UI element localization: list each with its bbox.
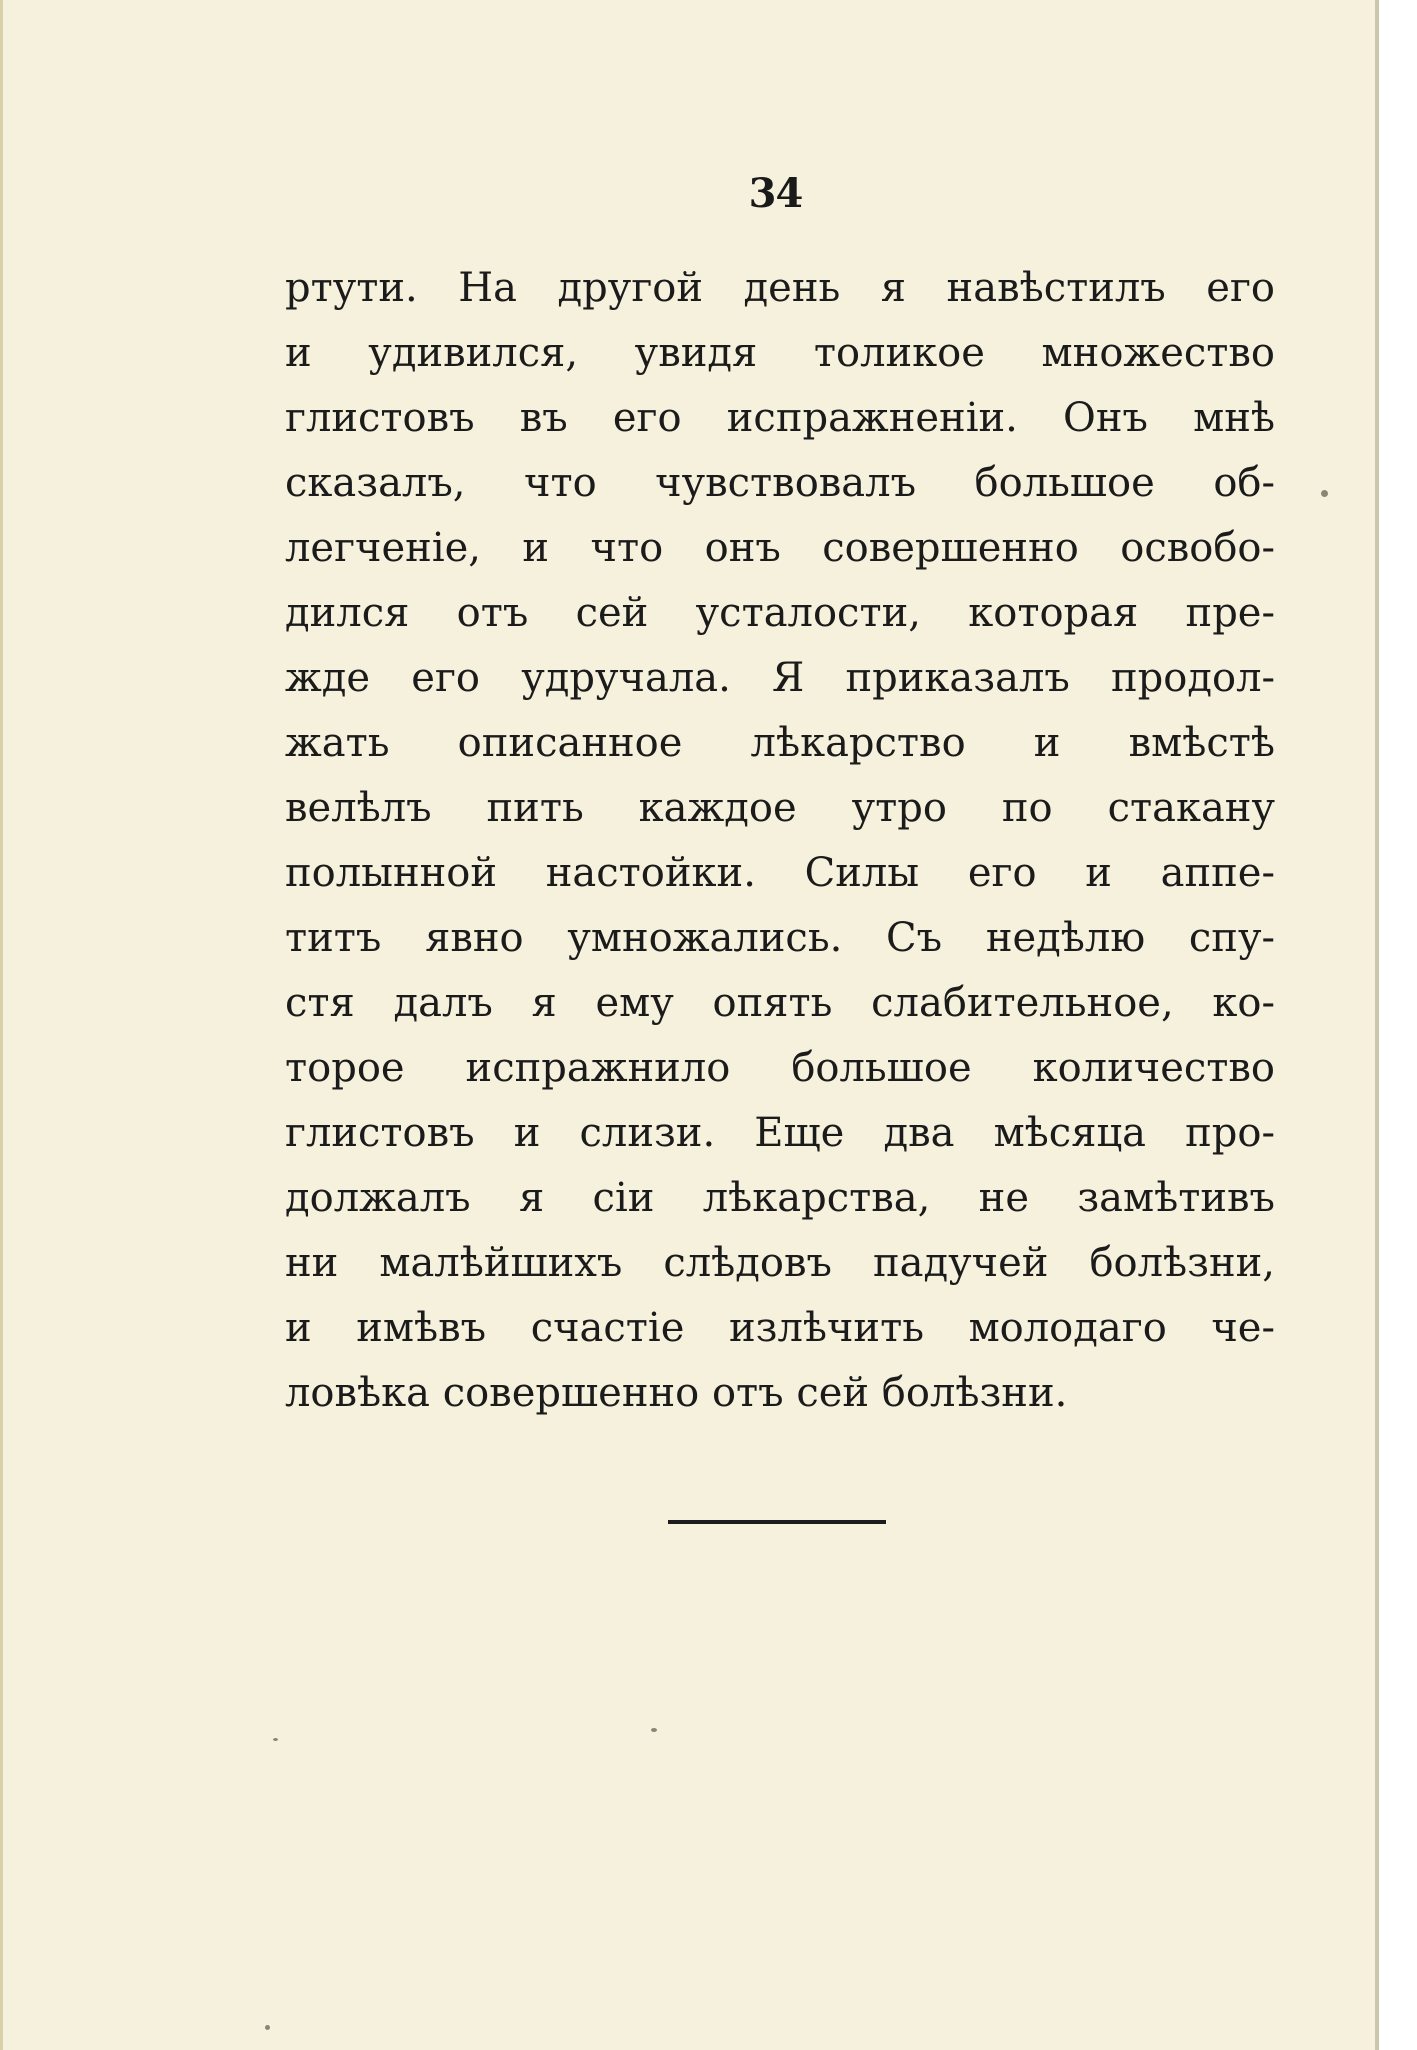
text-line: полынной настойки. Силы его и аппе- xyxy=(285,850,1275,896)
text-line: глистовъ и слизи. Еще два мѣсяца про- xyxy=(285,1110,1275,1156)
text-line: ртути. На другой день я навѣстилъ его xyxy=(285,265,1275,311)
body-text xyxy=(285,256,1275,1426)
text-line: титъ явно умножались. Съ недѣлю спу- xyxy=(285,915,1275,961)
text-line: жать описанное лѣкарство и вмѣстѣ xyxy=(285,720,1275,766)
text-line: ни малѣйшихъ слѣдовъ падучей болѣзни, xyxy=(285,1240,1275,1286)
text-line: торое испражнило большое количество xyxy=(285,1045,1275,1091)
page-edge xyxy=(1375,0,1379,2050)
ink-speck xyxy=(1321,490,1328,497)
text-line: глистовъ въ его испражненіи. Онъ мнѣ xyxy=(285,395,1275,441)
text-line: и удивился, увидя толикое множество xyxy=(285,330,1275,376)
text-line: велѣлъ пить каждое утро по стакану xyxy=(285,785,1275,831)
text-line: жде его удручала. Я приказалъ продол- xyxy=(285,655,1275,701)
section-divider xyxy=(668,1520,886,1524)
ink-speck xyxy=(273,1738,278,1741)
text-line: должалъ я сіи лѣкарства, не замѣтивъ xyxy=(285,1175,1275,1221)
ink-speck xyxy=(265,2025,270,2030)
page-number: 34 xyxy=(748,170,803,217)
text-line-last: ловѣка совершенно отъ сей болѣзни. xyxy=(285,1370,1068,1416)
text-line: и имѣвъ счастіе излѣчить молодаго че- xyxy=(285,1305,1275,1351)
text-line: легченіе, и что онъ совершенно освобо- xyxy=(285,525,1275,571)
ink-speck xyxy=(651,1728,657,1732)
text-line: сказалъ, что чувствовалъ большое об- xyxy=(285,460,1275,506)
text-line: дился отъ сей усталости, которая пре- xyxy=(285,590,1275,636)
text-line: стя далъ я ему опять слабительное, ко- xyxy=(285,980,1275,1026)
